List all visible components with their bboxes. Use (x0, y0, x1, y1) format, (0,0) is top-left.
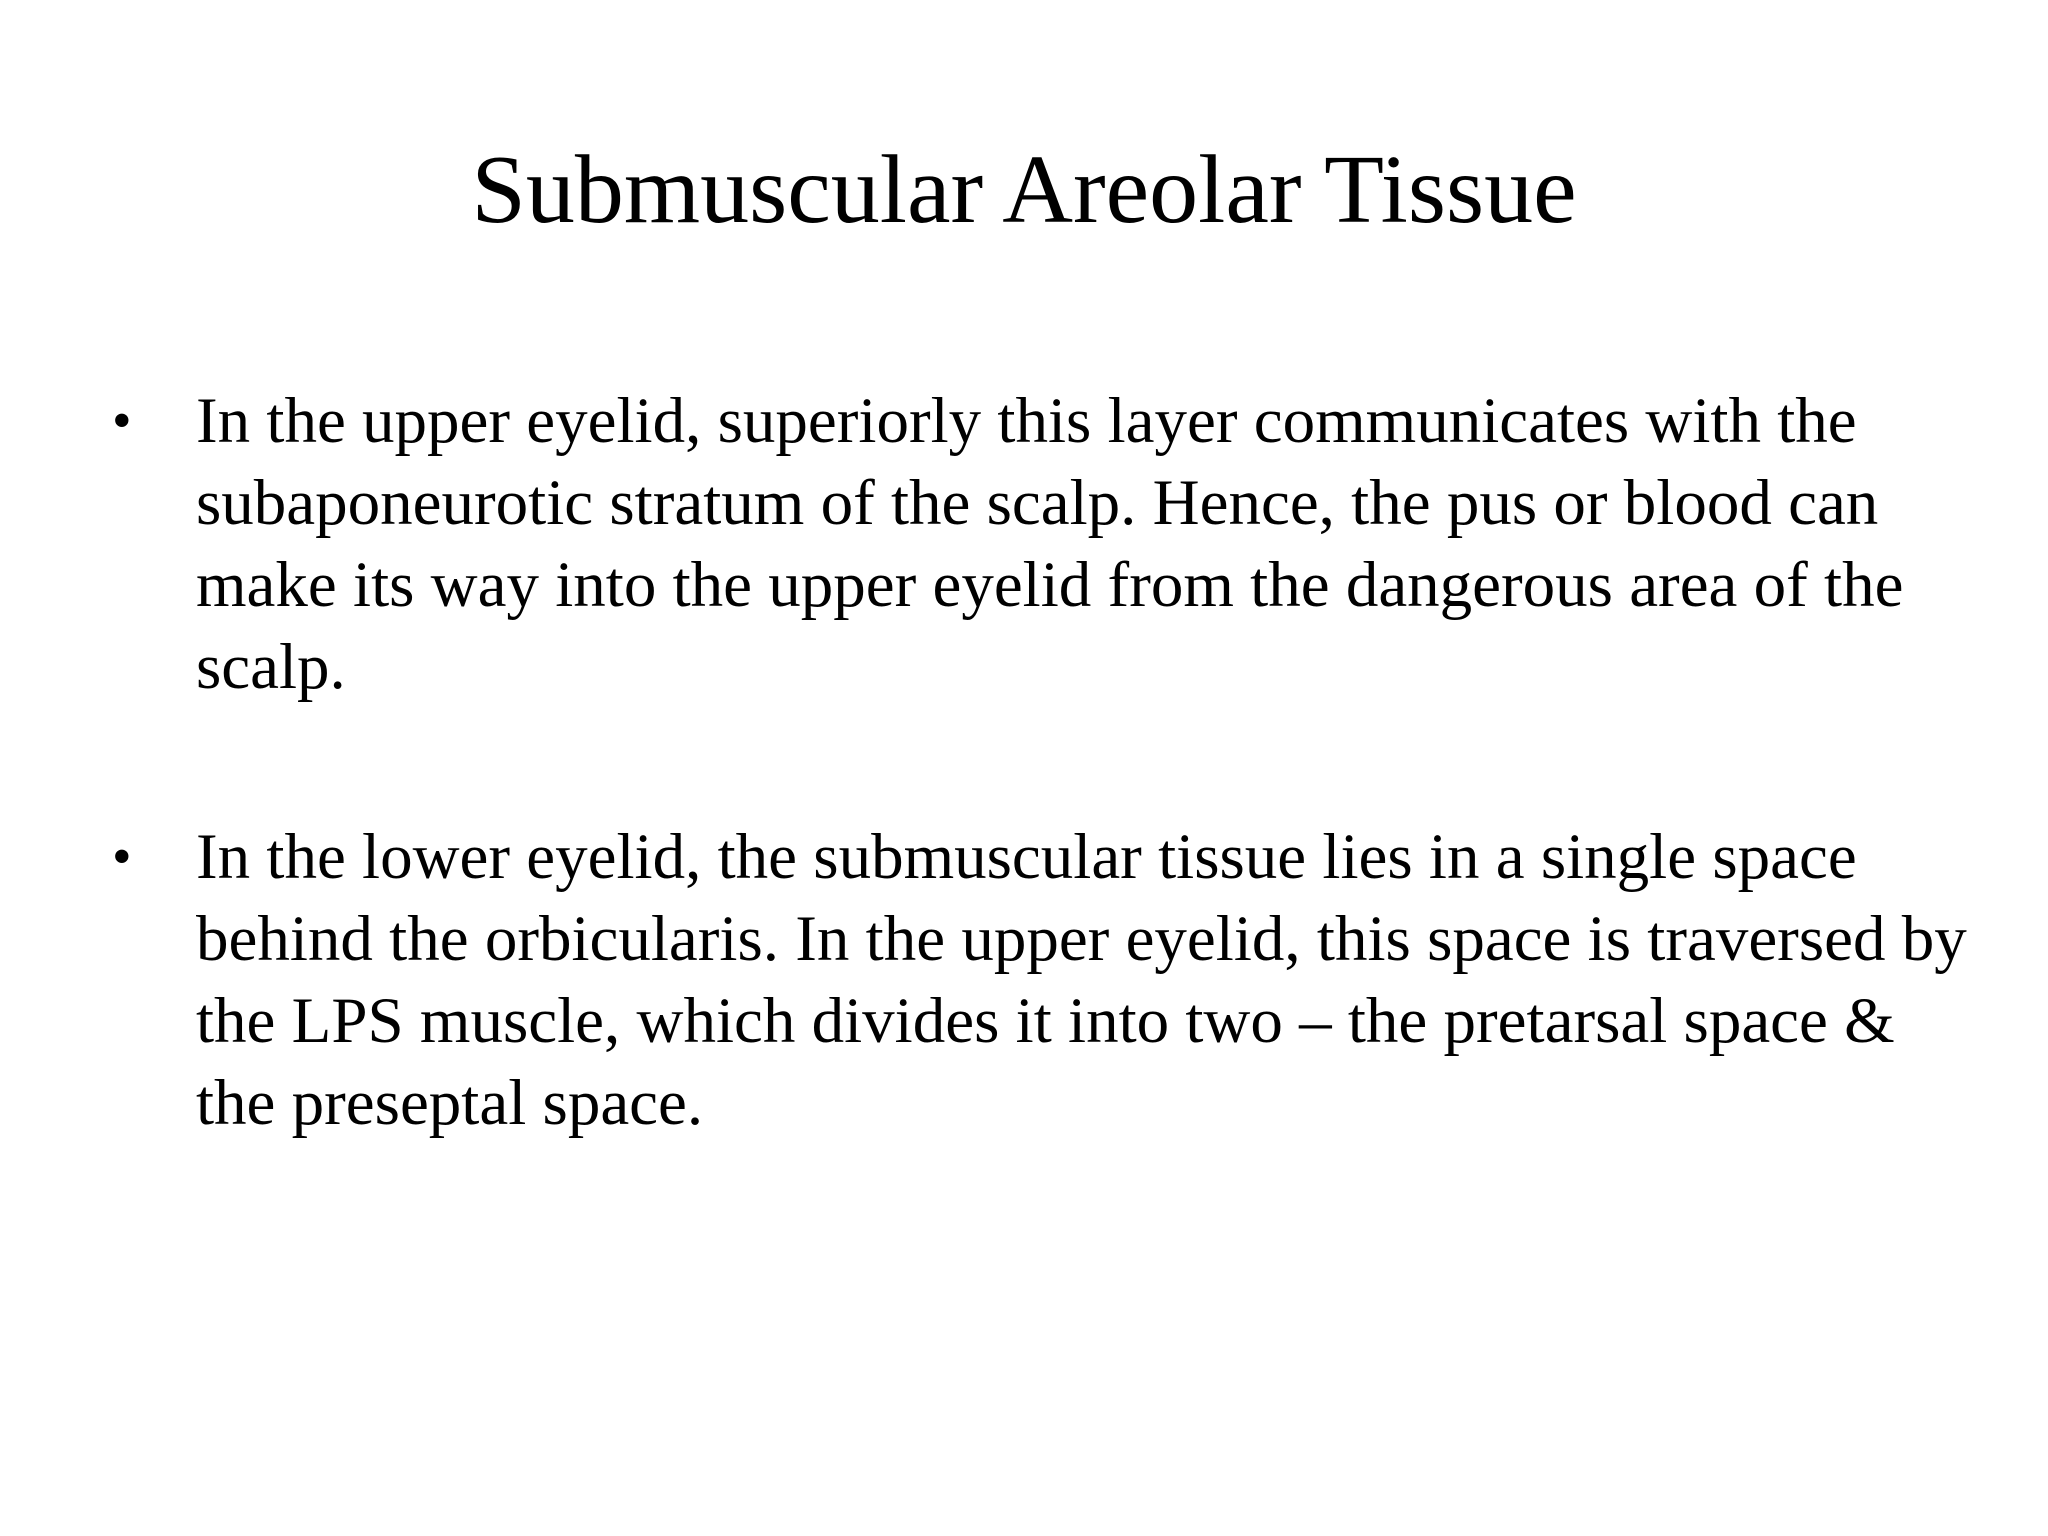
bullet-item-2 (110, 816, 1970, 1144)
bullet-text-1: In the upper eyelid, superiorly this layer communicates with the subaponeurotic stratum of the scalp. Hence, the pus or blood can make its way into the upper eyelid from the dangerous area of the scalp. (196, 385, 1904, 703)
bullet-marker-icon: • (112, 390, 132, 452)
bullet-text-2: In the lower eyelid, the submuscular tissue lies in a single space behind the orbicularis. In the upper eyelid, this space is traversed by the LPS muscle, which divides it into two – the pretarsal space & the preseptal space. (196, 821, 1967, 1139)
slide-title: Submuscular Areolar Tissue (471, 136, 1577, 244)
bullet-marker-icon: • (112, 826, 132, 888)
bullet-list (110, 380, 1970, 1144)
bullet-item-1 (110, 380, 1970, 708)
